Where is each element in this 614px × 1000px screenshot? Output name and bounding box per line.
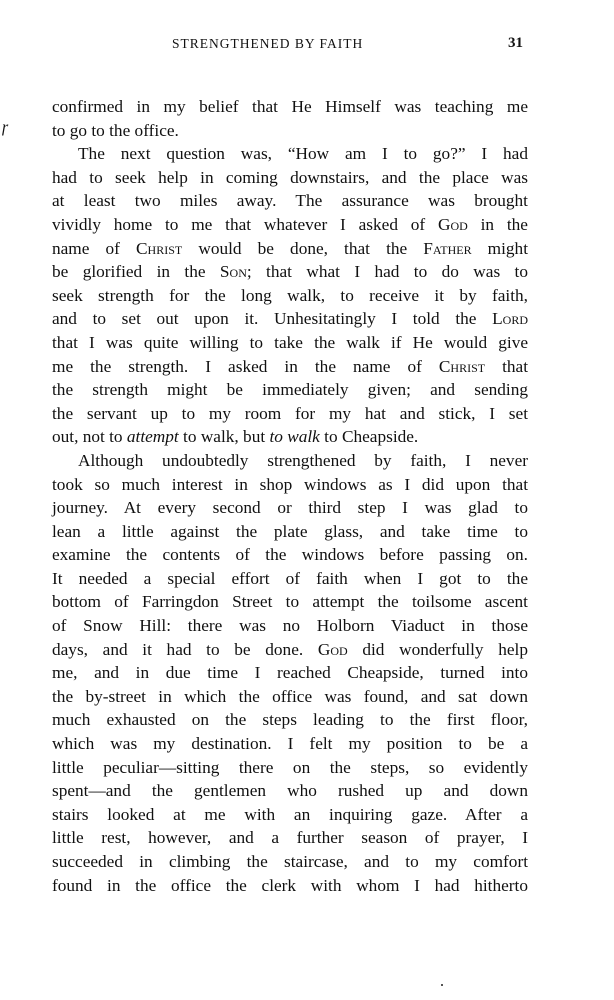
text-segment: would be done, that the (182, 238, 424, 258)
small-caps-text: God (317, 639, 348, 659)
text-line (52, 237, 528, 261)
text-segment: that (485, 356, 529, 376)
text-line (52, 850, 528, 874)
text-line (52, 213, 528, 237)
text-line (52, 614, 528, 638)
small-caps-text: Father (423, 238, 472, 258)
text-line (52, 425, 528, 449)
text-segment: vividly home to me that whatever I asked of (52, 214, 438, 234)
text-line (52, 567, 528, 591)
small-caps-text: Christ (136, 238, 183, 258)
text-segment: little peculiar—sitting there on the steps, so evidently (52, 757, 528, 777)
text-segment: stairs looked at me with an inquiring gaze. After a (52, 804, 528, 824)
scan-speck (441, 984, 443, 986)
text-segment: to Cheapside. (319, 427, 419, 447)
text-segment: at least two miles away. The assurance was brought (52, 191, 528, 211)
small-caps-text: Lord (492, 309, 528, 329)
text-line (52, 402, 528, 426)
text-segment: ; that what I had to do was to (246, 262, 529, 282)
text-segment: me, and in due time I reached Cheapside, turned into (52, 663, 528, 683)
text-segment: the servant up to my room for my hat and stick, I set (52, 403, 528, 423)
text-segment: bottom of Farringdon Street to attempt the toilsome ascent (52, 592, 528, 612)
text-segment: the strength might be immediately given; and sending (52, 380, 528, 400)
text-line (52, 473, 528, 497)
text-segment: confirmed in my belief that He Himself was teaching me (52, 97, 528, 116)
text-line (52, 378, 528, 402)
text-line (52, 284, 528, 308)
text-segment: and to set out upon it. Unhesitatingly I told the (52, 309, 493, 329)
text-segment: which was my destination. I felt my position to be a (52, 734, 528, 754)
margin-mark: ɼ (2, 119, 9, 136)
body-text (52, 95, 528, 897)
text-segment: days, and it had to be done. (52, 639, 318, 659)
text-line (52, 638, 528, 662)
text-line (52, 543, 528, 567)
text-segment: me the strength. I asked in the name of (52, 356, 439, 376)
text-line (52, 449, 528, 473)
text-segment: to go to the office. (52, 120, 179, 140)
text-segment: lean a little against the plate glass, and take time to (52, 521, 528, 541)
text-line (52, 307, 528, 331)
text-line (52, 756, 528, 780)
text-segment: the by-street in which the office was found, and sat down (52, 686, 528, 706)
text-segment: might (471, 238, 529, 258)
text-line (52, 826, 528, 850)
text-line (52, 779, 528, 803)
text-line (52, 661, 528, 685)
text-segment: took so much interest in shop windows as I did upon that (52, 474, 528, 494)
text-segment: in the (467, 214, 528, 234)
text-line (52, 166, 528, 190)
page-number: 31 (508, 35, 523, 51)
text-segment: had to seek help in coming downstairs, and the place was (52, 167, 528, 187)
text-segment: Although undoubtedly strengthened by faith, I never (78, 450, 528, 470)
text-segment: of Snow Hill: there was no Holborn Viaduct in those (52, 616, 528, 636)
text-line (52, 142, 528, 166)
text-line (52, 119, 528, 143)
text-line (52, 260, 528, 284)
text-line (52, 874, 528, 898)
text-line (52, 189, 528, 213)
text-segment: did wonderfully help (347, 639, 528, 659)
text-segment: to walk, but (178, 427, 270, 447)
text-segment: be glorified in the (52, 262, 220, 282)
italic-text: attempt (126, 427, 179, 447)
text-segment: succeeded in climbing the staircase, and to my comfort (52, 852, 528, 871)
small-caps-text: God (437, 214, 468, 234)
text-line (52, 95, 528, 119)
text-line (52, 355, 528, 379)
text-segment: out, not to (52, 427, 127, 447)
text-line (52, 803, 528, 827)
text-segment: name of (52, 238, 137, 258)
text-line (52, 331, 528, 355)
italic-text: to walk (269, 427, 320, 447)
text-line (52, 685, 528, 709)
text-segment: spent—and the gentlemen who rushed up and down (52, 781, 528, 801)
text-line (52, 732, 528, 756)
running-head (0, 36, 614, 56)
text-segment: much exhausted on the steps leading to the first floor, (52, 710, 528, 730)
text-segment: It needed a special effort of faith when I got to the (52, 568, 528, 588)
text-line (52, 496, 528, 520)
text-line (52, 590, 528, 614)
text-line (52, 708, 528, 732)
text-segment: seek strength for the long walk, to receive it by faith, (52, 285, 528, 305)
small-caps-text: Son (219, 262, 247, 282)
small-caps-text: Christ (438, 356, 486, 376)
text-segment: journey. At every second or third step I was glad to (52, 498, 528, 518)
text-segment: examine the contents of the windows before passing on. (52, 545, 528, 565)
text-segment: found in the office the clerk with whom I had hitherto (52, 875, 528, 895)
text-segment: that I was quite willing to take the walk if He would give (52, 332, 528, 352)
text-line (52, 520, 528, 544)
text-segment: little rest, however, and a further season of prayer, I (52, 828, 528, 848)
text-segment: The next question was, “How am I to go?” I had (78, 144, 528, 164)
chapter-title: STRENGTHENED BY FAITH (172, 36, 364, 51)
